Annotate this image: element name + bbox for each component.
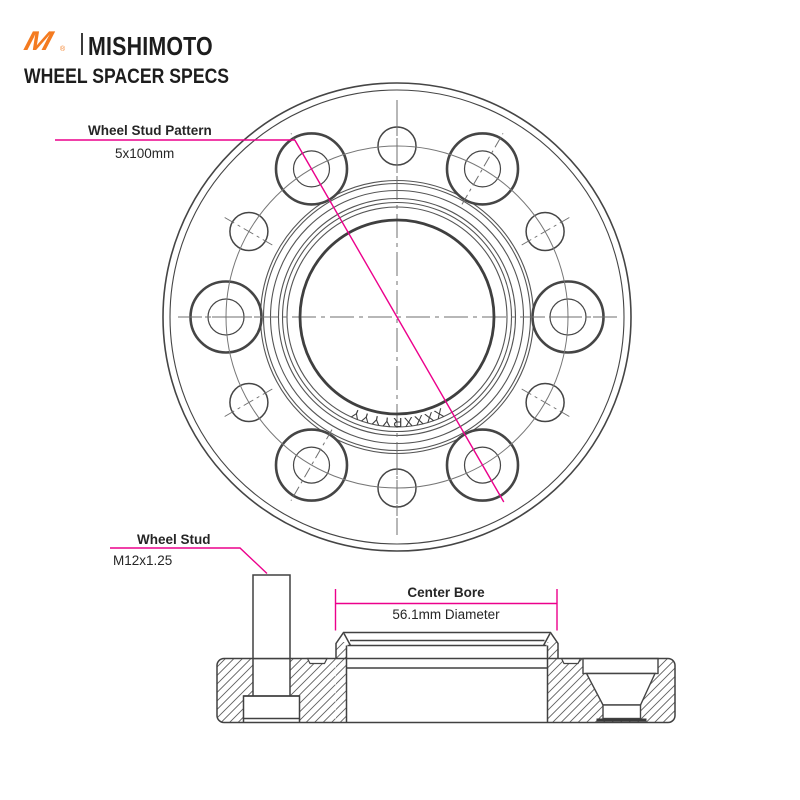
wheel-stud-pattern-label: Wheel Stud Pattern — [88, 123, 212, 138]
center-bore-value: 56.1mm Diameter — [392, 607, 500, 622]
etching-text: XXXXRYYYY — [347, 405, 447, 431]
wheel-stud-label: Wheel Stud — [137, 532, 211, 547]
page-title: WHEEL SPACER SPECS — [24, 64, 230, 88]
mishimoto-logo-icon: M — [20, 26, 57, 56]
registered-trademark-icon: ® — [60, 46, 66, 53]
side-view-drawing — [110, 548, 675, 723]
wheel-stud-pattern-value: 5x100mm — [115, 146, 175, 161]
wheel-stud-value: M12x1.25 — [113, 553, 173, 568]
wheel-stud-outline — [253, 575, 290, 659]
brand-title: MISHIMOTO — [88, 33, 213, 61]
center-bore-label: Center Bore — [407, 585, 485, 600]
